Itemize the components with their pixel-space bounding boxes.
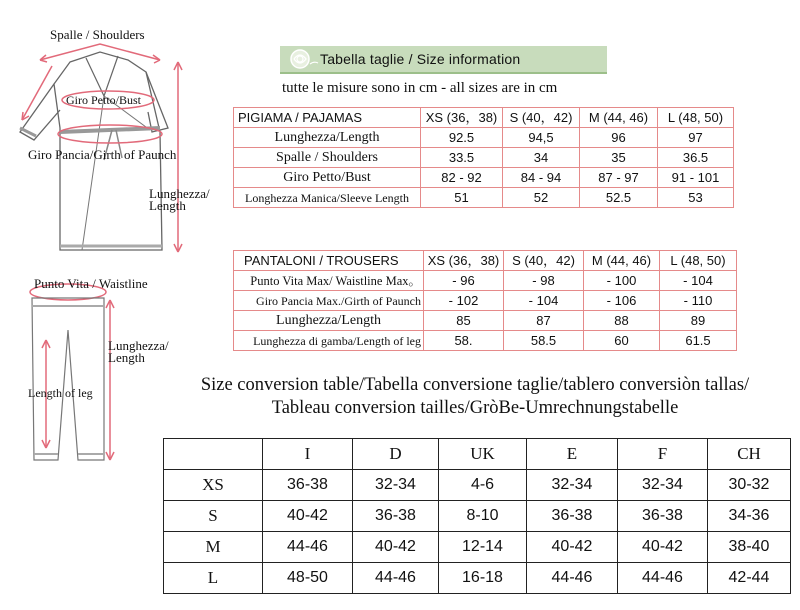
bust-label: Giro Petto/Bust (66, 93, 142, 107)
waistline-label: Punto Vita / Waistline (34, 276, 148, 291)
row-label: Giro Pancia Max./Girth of Paunch (234, 291, 424, 311)
size-label: L (164, 563, 263, 594)
cell-value: 44-46 (618, 563, 708, 594)
pajamas-size-table (233, 107, 734, 208)
size-conversion-table (163, 438, 791, 594)
size-info-banner (280, 46, 607, 74)
cell-value: 36-38 (527, 501, 618, 532)
cell-value: 96 (580, 128, 658, 148)
cell-value: 87 (504, 311, 584, 331)
banner-title: Tabella taglie / Size information (320, 51, 521, 67)
cell-value: 36-38 (353, 501, 439, 532)
size-header: XS (36，38) (421, 108, 503, 128)
size-header: S (40，42) (503, 108, 580, 128)
table-row (234, 311, 737, 331)
size-header: L (48, 50) (660, 251, 737, 271)
size-label: XS (164, 470, 263, 501)
cell-value: 32-34 (618, 470, 708, 501)
cell-value: 40-42 (527, 532, 618, 563)
cell-value: 4-6 (439, 470, 527, 501)
table-row (234, 251, 737, 271)
cell-value: 34-36 (708, 501, 791, 532)
cell-value: - 106 (584, 291, 660, 311)
table-row (234, 108, 734, 128)
cell-value: 33.5 (421, 148, 503, 168)
cell-value: 44-46 (263, 532, 353, 563)
conversion-table-title (150, 374, 800, 420)
row-label: Giro Petto/Bust (234, 168, 421, 188)
cell-value: 16-18 (439, 563, 527, 594)
row-label: Lunghezza di gamba/Length of leg (234, 331, 424, 351)
cell-value: 51 (421, 188, 503, 208)
table-row (164, 563, 791, 594)
trousers-size-table (233, 250, 737, 351)
size-label: S (164, 501, 263, 532)
column-header: CH (708, 439, 791, 470)
cell-value: - 100 (584, 271, 660, 291)
cell-value: 89 (660, 311, 737, 331)
cell-value: 36-38 (263, 470, 353, 501)
cell-value: 52 (503, 188, 580, 208)
trousers-illustration (0, 270, 120, 470)
cell-value: 48-50 (263, 563, 353, 594)
size-label: M (164, 532, 263, 563)
table-row (234, 168, 734, 188)
cell-value: 91 - 101 (658, 168, 734, 188)
cell-value: - 96 (424, 271, 504, 291)
cell-value: 34 (503, 148, 580, 168)
pants-length-label-1: Lunghezza/ (108, 338, 169, 353)
cell-value: 84 - 94 (503, 168, 580, 188)
table-row (164, 532, 791, 563)
cell-value: 58. (424, 331, 504, 351)
rose-icon (280, 46, 320, 72)
table-row (164, 501, 791, 532)
cell-value: 40-42 (263, 501, 353, 532)
cell-value: 12-14 (439, 532, 527, 563)
cell-value: 8-10 (439, 501, 527, 532)
cell-value: 52.5 (580, 188, 658, 208)
table-row (234, 128, 734, 148)
row-label: Lunghezza/Length (234, 128, 421, 148)
cell-value: 38-40 (708, 532, 791, 563)
column-header: UK (439, 439, 527, 470)
cell-value: 44-46 (353, 563, 439, 594)
paunch-label: Giro Pancia/Girth of Paunch (28, 147, 177, 162)
cell-value: 36-38 (618, 501, 708, 532)
cell-value: - 104 (504, 291, 584, 311)
top-length-label-1: Lunghezza/ (149, 186, 210, 201)
size-header: M (44, 46) (580, 108, 658, 128)
cell-value: 42-44 (708, 563, 791, 594)
cell-value: 32-34 (527, 470, 618, 501)
table-row (234, 271, 737, 291)
table-row (164, 470, 791, 501)
row-label: Punto Vita Max/ Waistline Max。 (234, 271, 424, 291)
pants-length-label-2: Length (108, 350, 145, 365)
cell-value: 58.5 (504, 331, 584, 351)
size-header: M (44, 46) (584, 251, 660, 271)
cell-value: 40-42 (353, 532, 439, 563)
cell-value: 36.5 (658, 148, 734, 168)
column-header: D (353, 439, 439, 470)
cell-value: - 110 (660, 291, 737, 311)
cell-value: 97 (658, 128, 734, 148)
table-row (234, 331, 737, 351)
cell-value: - 102 (424, 291, 504, 311)
cell-value: 88 (584, 311, 660, 331)
column-header (164, 439, 263, 470)
size-header: L (48, 50) (658, 108, 734, 128)
row-label: Lunghezza/Length (234, 311, 424, 331)
cell-value: 87 - 97 (580, 168, 658, 188)
table-row (234, 188, 734, 208)
cell-value: 61.5 (660, 331, 737, 351)
conversion-title-line-1: Size conversion table/Tabella conversione taglie/tablero conversiòn tallas/ (200, 375, 750, 395)
table-row (234, 291, 737, 311)
column-header: F (618, 439, 708, 470)
table-row (234, 148, 734, 168)
cell-value: 94,5 (503, 128, 580, 148)
pajamas-header: PIGIAMA / PAJAMAS (234, 108, 421, 128)
cell-value: 82 - 92 (421, 168, 503, 188)
cell-value: - 104 (660, 271, 737, 291)
cell-value: 53 (658, 188, 734, 208)
size-header: S (40，42) (504, 251, 584, 271)
cell-value: 30-32 (708, 470, 791, 501)
leg-length-label: Length of leg (28, 386, 93, 400)
conversion-title-line-2: Tableau conversion tailles/GròBe-Umrechnungstabelle (271, 398, 679, 418)
column-header: I (263, 439, 353, 470)
shoulders-label: Spalle / Shoulders (50, 27, 145, 42)
cell-value: 44-46 (527, 563, 618, 594)
cell-value: 40-42 (618, 532, 708, 563)
table-row (164, 439, 791, 470)
cell-value: 60 (584, 331, 660, 351)
top-length-label-2: Length (149, 198, 186, 213)
row-label: Longhezza Manica/Sleeve Length (234, 188, 421, 208)
column-header: E (527, 439, 618, 470)
units-note: tutte le misure sono in cm - all sizes are in cm (282, 80, 558, 96)
trousers-header: PANTALONI / TROUSERS (234, 251, 424, 271)
cell-value: 32-34 (353, 470, 439, 501)
cell-value: - 98 (504, 271, 584, 291)
row-label: Spalle / Shoulders (234, 148, 421, 168)
size-header: XS (36，38) (424, 251, 504, 271)
cell-value: 92.5 (421, 128, 503, 148)
cell-value: 35 (580, 148, 658, 168)
cell-value: 85 (424, 311, 504, 331)
